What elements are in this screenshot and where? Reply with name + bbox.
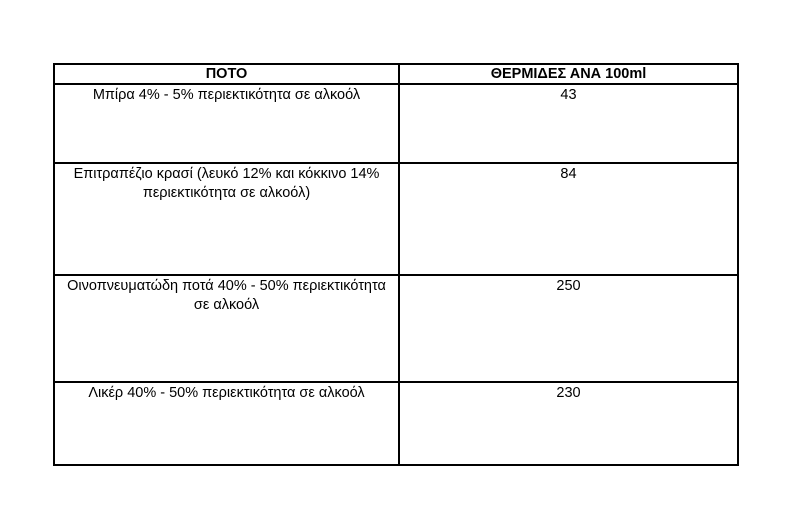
table-row	[54, 382, 738, 465]
drink-cell: Οινοπνευματώδη ποτά 40% - 50% περιεκτικότητα σε αλκοόλ	[54, 275, 399, 382]
drink-cell: Λικέρ 40% - 50% περιεκτικότητα σε αλκοόλ	[54, 382, 399, 465]
table-row	[54, 163, 738, 275]
calories-cell: 230	[399, 382, 738, 465]
calories-cell: 84	[399, 163, 738, 275]
table-row	[54, 84, 738, 163]
drink-cell: Μπίρα 4% - 5% περιεκτικότητα σε αλκοόλ	[54, 84, 399, 163]
table-row	[54, 275, 738, 382]
calories-cell: 43	[399, 84, 738, 163]
column-header-calories: ΘΕΡΜΙΔΕΣ ΑΝΑ 100ml	[399, 64, 738, 84]
column-header-drink: ΠΟΤΟ	[54, 64, 399, 84]
drink-cell: Επιτραπέζιο κρασί (λευκό 12% και κόκκινο 14% περιεκτικότητα σε αλκοόλ)	[54, 163, 399, 275]
calories-cell: 250	[399, 275, 738, 382]
table-header-row	[54, 64, 738, 84]
calories-table	[53, 63, 739, 466]
